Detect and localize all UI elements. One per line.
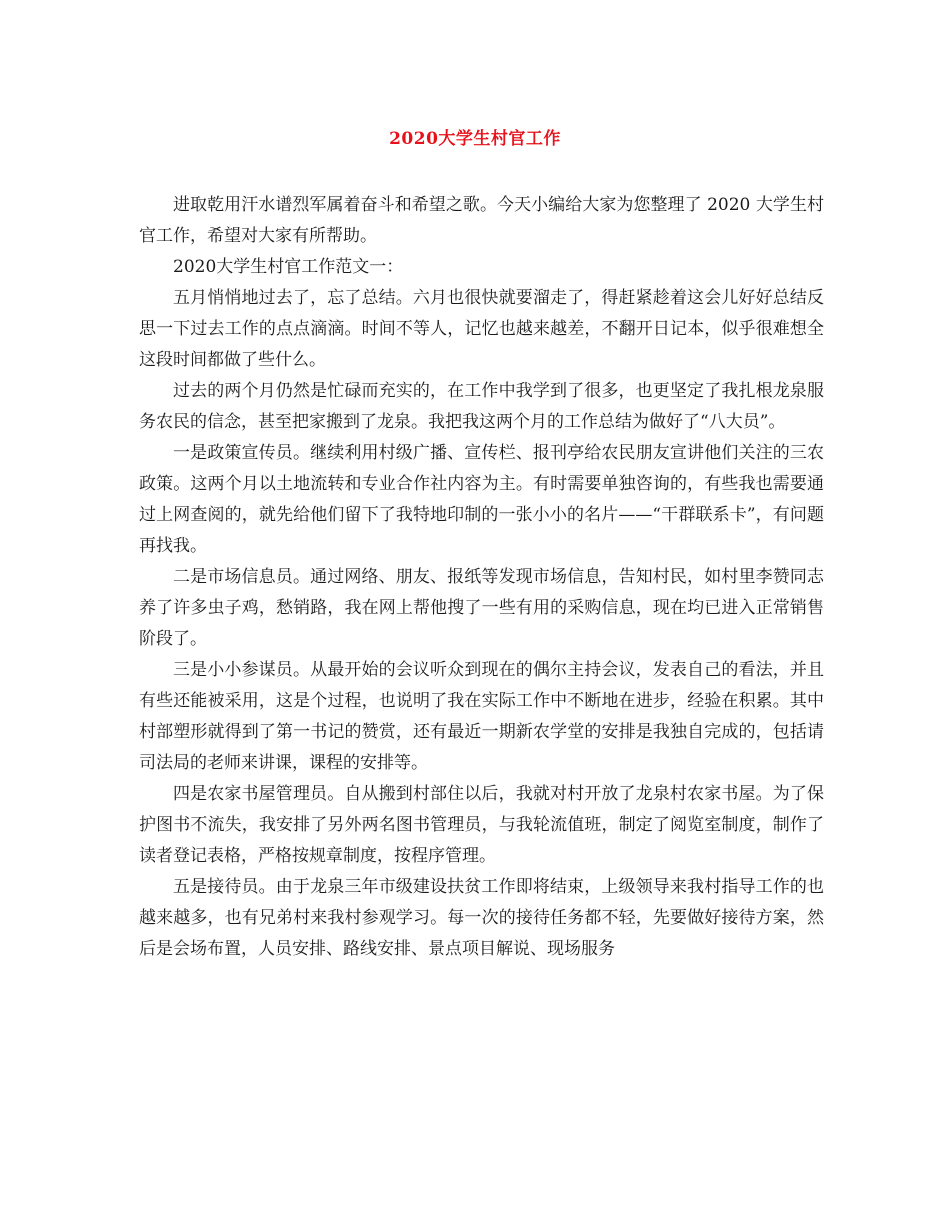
body-paragraph: 五月悄悄地过去了，忘了总结。六月也很快就要溜走了，得赶紧趁着这会儿好好总结反思一下过去工作的点点滴滴。时间不等人，记忆也越来越差，不翻开日记本，似乎很难想全这段时间都做了些什么。	[139, 288, 824, 370]
body-paragraph: 五是接待员。由于龙泉三年市级建设扶贫工作即将结束，上级领导来我村指导工作的也越来越多，也有兄弟村来我村参观学习。每一次的接待任务都不轻，先要做好接待方案，然后是会场布置，人员安排、路线安排、景点项目解说、现场服务	[139, 877, 824, 959]
body-paragraph: 二是市场信息员。通过网络、朋友、报纸等发现市场信息，告知村民，如村里李赞同志养了许多虫子鸡，愁销路，我在网上帮他搜了一些有用的采购信息，现在均已进入正常销售阶段了。	[139, 567, 824, 649]
intro-paragraph: 进取乾用汗水谱烈军属着奋斗和希望之歌。今天小编给大家为您整理了 2020 大学生村官工作，希望对大家有所帮助。	[139, 195, 824, 246]
body-paragraph: 三是小小参谋员。从最开始的会议听众到现在的偶尔主持会议，发表自己的看法，并且有些还能被采用，这是个过程，也说明了我在实际工作中不断地在进步，经验在积累。其中村部塑形就得到了第一书记的赞赏，还有最近一期新农学堂的安排是我独自完成的，包括请司法局的老师来讲课，课程的安排等。	[139, 660, 824, 773]
section-heading: 2020大学生村官工作范文一：	[173, 257, 404, 277]
body-paragraph: 四是农家书屋管理员。自从搬到村部住以后，我就对村开放了龙泉村农家书屋。为了保护图书不流失，我安排了另外两名图书管理员，与我轮流值班，制定了阅览室制度，制作了读者登记表格，严格按规章制度，按程序管理。	[139, 784, 824, 866]
body-paragraph: 一是政策宣传员。继续利用村级广播、宣传栏、报刊亭给农民朋友宣讲他们关注的三农政策。这两个月以土地流转和专业合作社内容为主。有时需要单独咨询的，有些我也需要通过上网查阅的，就先给他们留下了我特地印制的一张小小的名片——“干群联系卡”，有问题再找我。	[139, 443, 824, 556]
document-body	[139, 190, 824, 965]
body-paragraph: 过去的两个月仍然是忙碌而充实的，在工作中我学到了很多，也更坚定了我扎根龙泉服务农民的信念，甚至把家搬到了龙泉。我把我这两个月的工作总结为做好了“八大员”。	[139, 381, 824, 432]
document-title: 2020大学生村官工作	[389, 129, 561, 149]
